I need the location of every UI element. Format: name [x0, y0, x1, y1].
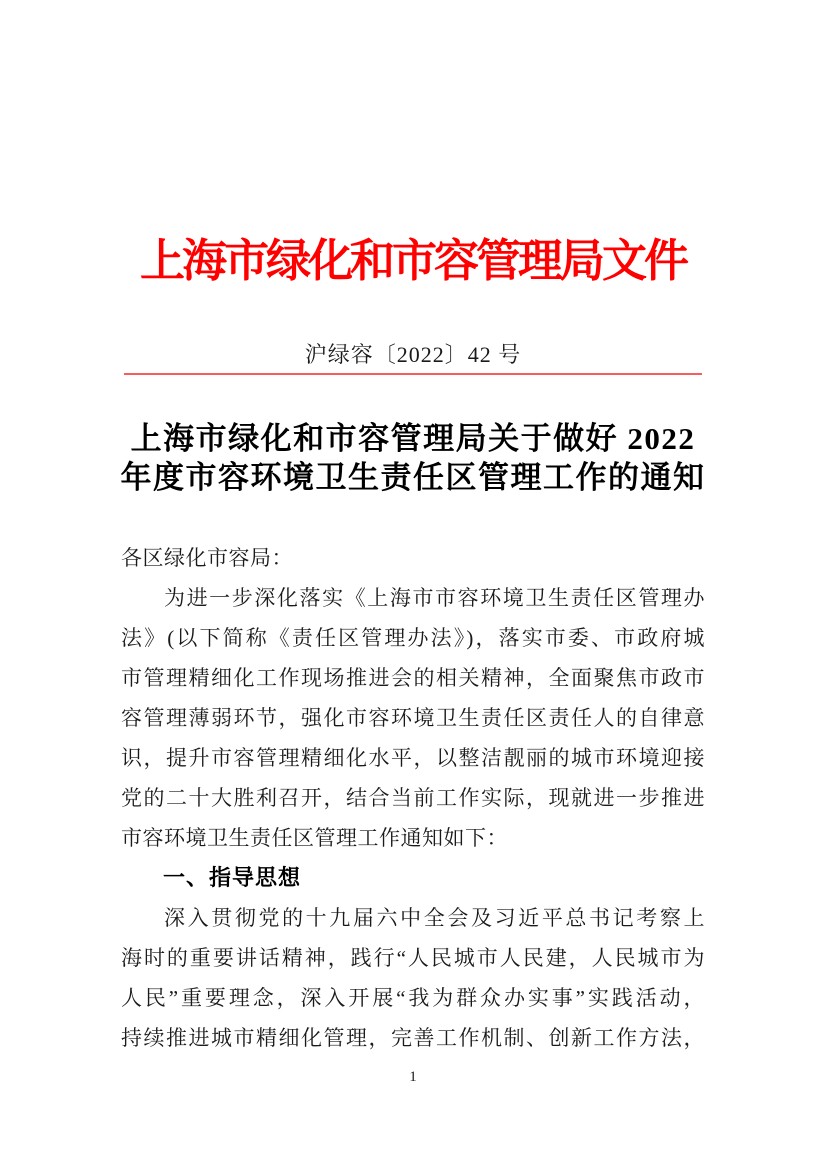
section-heading: 一、指导思想 — [163, 865, 302, 890]
body-line: 海时的重要讲话精神，践行“人民城市人民建，人民城市为 — [121, 946, 705, 970]
document-title-line1: 上海市绿化和市容管理局关于做好 2022 — [130, 421, 696, 456]
body-line: 识，提升市容管理精细化水平，以整洁靓丽的城市环境迎接 — [121, 746, 705, 770]
body-line: 市管理精细化工作现场推进会的相关精神，全面聚焦市政市 — [121, 666, 705, 690]
body-line: 为进一步深化落实《上海市市容环境卫生责任区管理办 — [164, 586, 705, 610]
doc-reference-number: 沪绿容〔2022〕42 号 — [304, 342, 522, 367]
body-line: 容管理薄弱环节，强化市容环境卫生责任区责任人的自律意 — [121, 706, 705, 730]
body-line: 人民”重要理念，深入开展“我为群众办实事”实践活动， — [121, 986, 705, 1010]
body-line: 深入贯彻党的十九届六中全会及习近平总书记考察上 — [164, 906, 705, 930]
body-line: 持续推进城市精细化管理，完善工作机制、创新工作方法， — [121, 1026, 705, 1050]
document-title-line2: 年度市容环境卫生责任区管理工作的通知 — [120, 460, 706, 495]
document-title — [0, 419, 826, 497]
body-line: 市容环境卫生责任区管理工作通知如下： — [121, 826, 508, 850]
red-divider-line — [124, 373, 702, 375]
letterhead-agency-title: 上海市绿化和市容管理局文件 — [139, 236, 686, 286]
document-body — [121, 538, 705, 1058]
body-line: 各区绿化市容局： — [121, 546, 293, 570]
body-line: 法》(以下简称《责任区管理办法》)，落实市委、市政府城 — [121, 626, 705, 650]
page-number: 1 — [409, 1069, 417, 1085]
body-line: 党的二十大胜利召开，结合当前工作实际，现就进一步推进 — [121, 786, 705, 810]
